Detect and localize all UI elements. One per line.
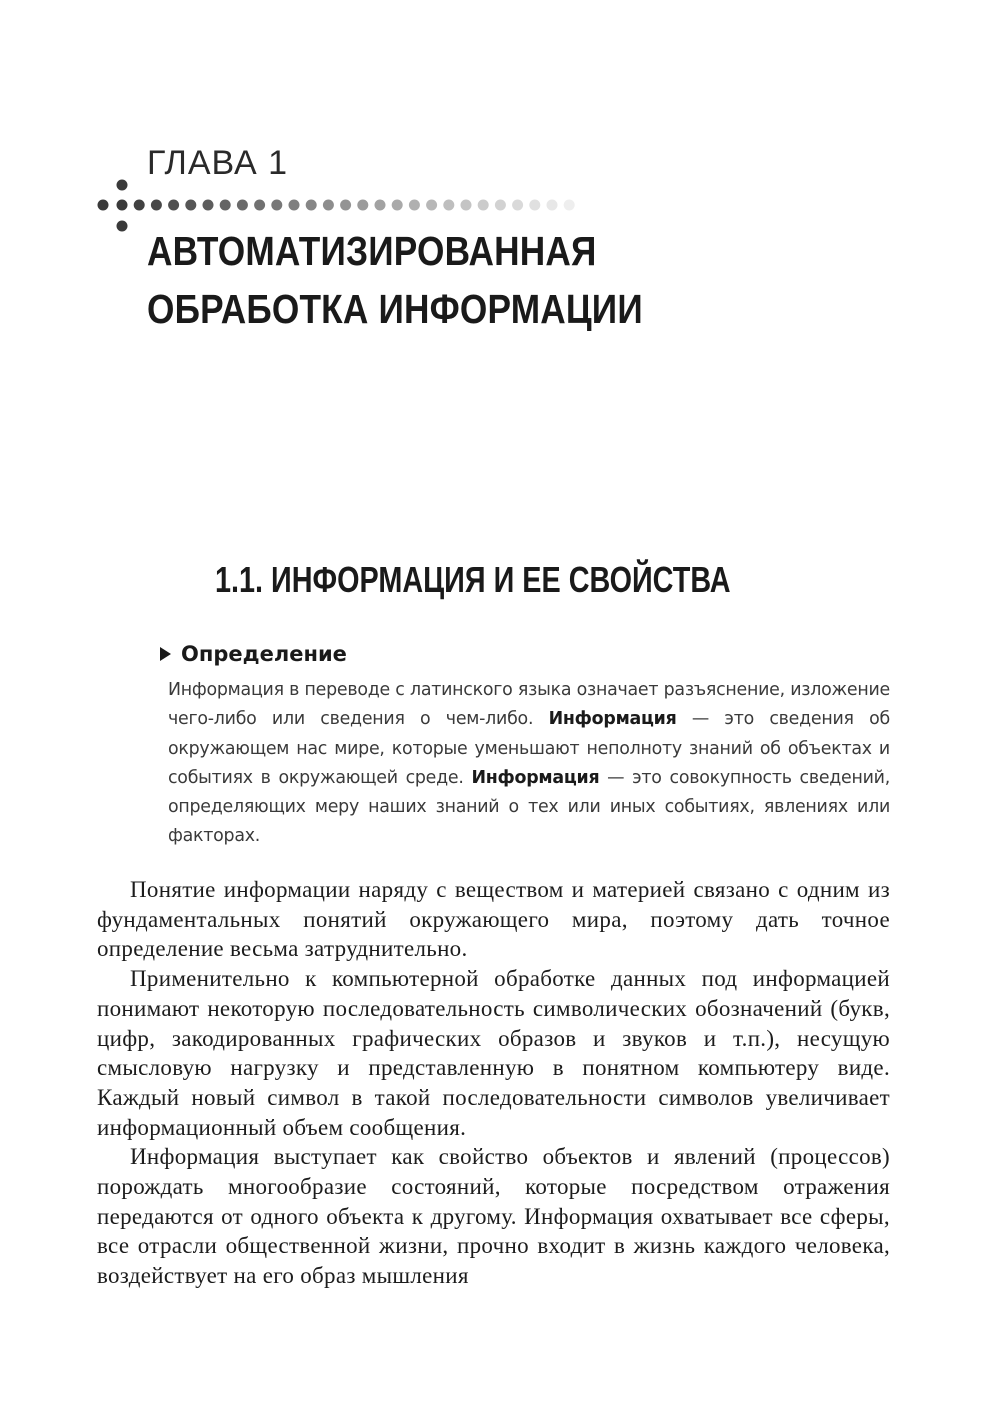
dot xyxy=(529,200,540,211)
dot xyxy=(340,200,351,211)
body-paragraph-3: Информация выступает как свойство объектов и явлений (процессов) порождать многообразие состояний, которые посредством отражения передаются от одного объекта к другому. Информация охватывает все сферы, все отрасли общественной жизни, прочно входит в жизнь каждого человека, воздействует на его образ мышления xyxy=(97,1144,890,1289)
definition-term-1: Информация xyxy=(548,709,677,730)
definition-text-part-3: — это совокупность сведений, определяющих меру наших знаний о тех или иных событиях, явлениях или факторах. xyxy=(168,767,891,847)
dot xyxy=(392,200,403,211)
dotted-rule-decoration xyxy=(0,0,1000,260)
dot xyxy=(357,200,368,211)
definition-box xyxy=(160,638,890,852)
definition-text xyxy=(168,676,890,852)
chapter-title xyxy=(147,222,643,338)
body-text xyxy=(97,875,890,1291)
dot xyxy=(512,200,523,211)
dot xyxy=(409,200,420,211)
dot-row xyxy=(117,200,575,211)
dot-pattern-icon xyxy=(98,180,128,232)
dot xyxy=(203,200,214,211)
dot xyxy=(443,200,454,211)
dot xyxy=(117,200,128,211)
dot xyxy=(289,200,300,211)
dot xyxy=(237,200,248,211)
dot xyxy=(495,200,506,211)
dot xyxy=(547,200,558,211)
dot xyxy=(478,200,489,211)
triangle-bullet-icon xyxy=(160,647,171,661)
dot xyxy=(461,200,472,211)
dot xyxy=(220,200,231,211)
chapter-label: ГЛАВА 1 xyxy=(147,144,289,182)
dot xyxy=(151,200,162,211)
dot xyxy=(426,200,437,211)
dot xyxy=(323,200,334,211)
chapter-title-line-2: ОБРАБОТКА ИНФОРМАЦИИ xyxy=(147,286,643,332)
chapter-title-line-1: АВТОМАТИЗИРОВАННАЯ xyxy=(147,228,597,274)
body-paragraph-2: Применительно к компьютерной обработке данных под информацией понимают некоторую последовательность символических обозначений (букв, цифр, закодированных графических образов и звуков и т.п.), несущую смысловую нагрузку и представленную в понятном компьютеру виде. Каждый новый символ в такой последовательности символов увеличивает информационный объем сообщения. xyxy=(97,966,890,1140)
definition-text-part-2: — это сведения об окружающем нас мире, которые уменьшают неполноту знаний об объектах и событиях в окружающей среде. xyxy=(168,709,890,788)
section-heading: 1.1. ИНФОРМАЦИЯ И ЕЕ СВОЙСТВА xyxy=(215,559,731,600)
dot xyxy=(185,200,196,211)
dot xyxy=(375,200,386,211)
dot xyxy=(254,200,265,211)
definition-header xyxy=(160,638,890,670)
dot xyxy=(134,200,145,211)
definition-term-2: Информация xyxy=(471,767,600,788)
definition-label: Определение xyxy=(181,642,347,666)
definition-text-part-1: Информация в переводе с латинского языка означает разъяснение, изложение чего-либо или сведения о чем-либо. xyxy=(168,680,890,730)
dot xyxy=(306,200,317,211)
dot xyxy=(168,200,179,211)
dot xyxy=(271,200,282,211)
dot xyxy=(564,200,575,211)
body-paragraph-1: Понятие информации наряду с веществом и материей связано с одним из фундаментальных понятий окружающего мира, поэтому дать точное определение весьма затруднительно. xyxy=(97,877,890,962)
